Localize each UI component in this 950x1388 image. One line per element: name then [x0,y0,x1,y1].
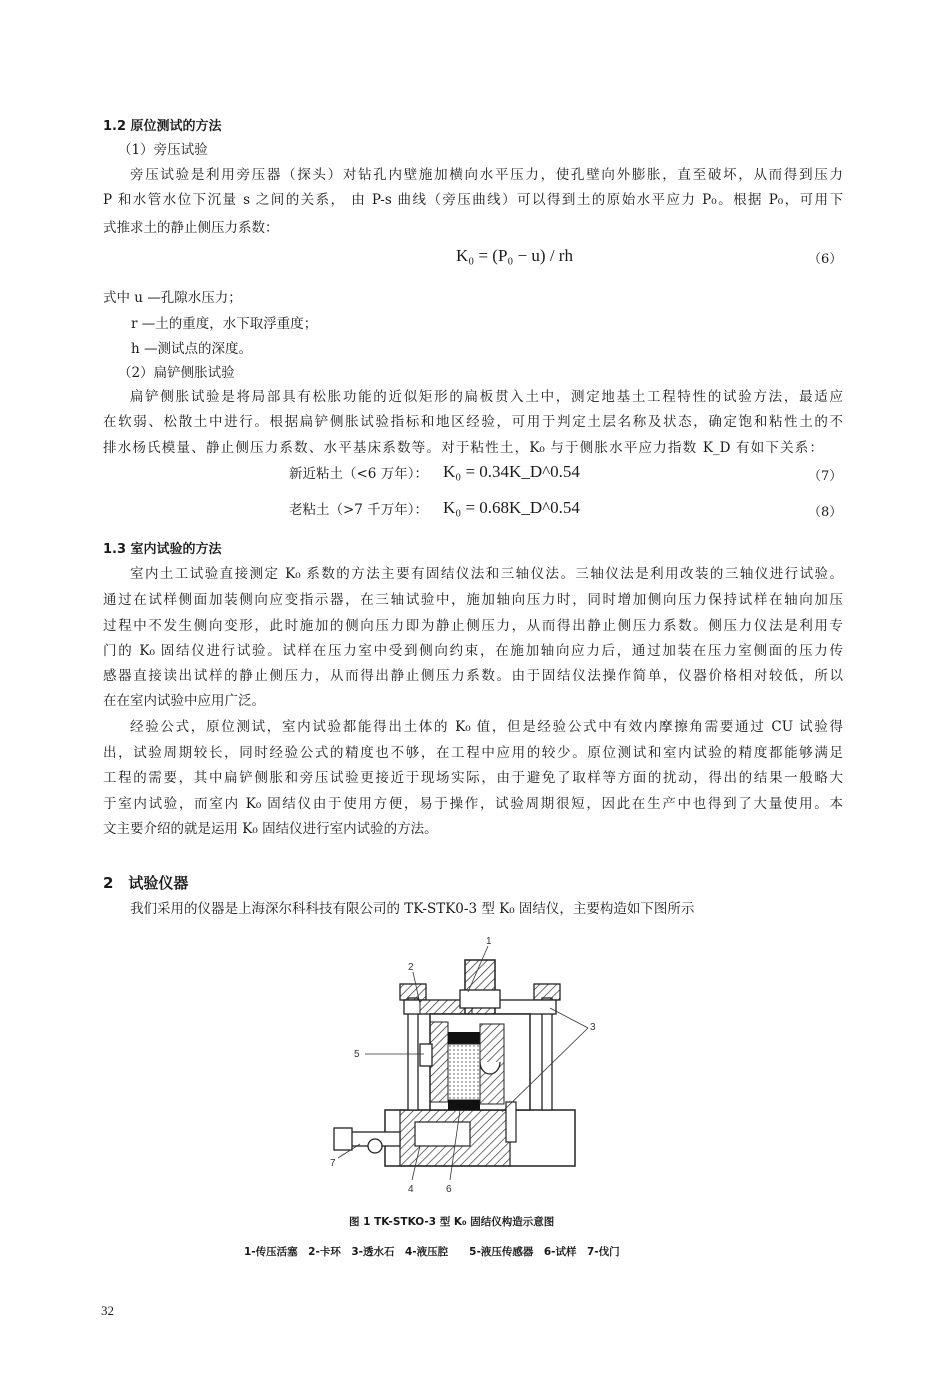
equation-6: K₀ = (P₀ − u) / rh [456,246,573,265]
equation-8-label: 老粘土（>7 千万年）： [289,502,428,518]
equation-number-7: （7） [808,469,843,484]
paragraph-line: 出，试验周期较长，同时经验公式的精度也不够，在工程中应用的较少。原位测试和室内试验的精度都能够满足 [103,745,843,761]
equation-8: K₀ = 0.68K_D^0.54 [443,498,580,517]
paragraph-line: 室内土工试验直接测定 K₀ 系数的方法主要有固结仪法和三轴仪法。三轴仪法是利用改装的三轴仪进行试验。 [130,566,843,582]
figure-label-5: 5 [354,1049,360,1060]
paragraph-line: 通过在试样侧面加装侧向应变指示器，在三轴试验中，施加轴向压力时，同时增加侧向压力保持试样在轴向加压 [103,592,843,608]
subheading-dilatometer: （2）扁铲侧胀试验 [118,365,235,381]
section-heading-2: 2 试验仪器 [103,874,189,892]
paragraph-line: P 和水管水位下沉量 s 之间的关系， 由 P-s 曲线（旁压曲线）可以得到土的原始水平应力 P₀。根据 P₀，可用下 [103,192,843,208]
paragraph-line: 经验公式，原位测试，室内试验都能得出土体的 K₀ 值，但是经验公式中有效内摩擦角需要通过 CU 试验得 [130,719,843,735]
equation-7-label: 新近粘土（<6 万年）： [289,466,428,482]
page-number: 32 [101,1303,114,1318]
figure-label-7: 7 [330,1158,336,1169]
figure-label-3: 3 [590,1022,596,1033]
paragraph-line: 排水杨氏模量、静止侧压力系数、水平基床系数等。对于粘性土，K₀ 与于侧胀水平应力指数 K_D 有如下关系： [103,440,823,456]
equation-7: K₀ = 0.34K_D^0.54 [443,462,580,481]
figure-label-4: 4 [408,1184,414,1195]
paragraph-line: 工程的需要，其中扁铲侧胀和旁压试验更接近于现场实际，由于避免了取样等方面的扰动，得出的结果一般略大 [103,770,843,786]
section-heading-1-3: 1.3 室内试验的方法 [103,542,222,557]
where-line: r —土的重度，水下取浮重度； [131,316,318,332]
section-heading-1-2: 1.2 原位测试的方法 [103,119,222,134]
paragraph-line: 在软弱、松散土中进行。根据扁铲侧胀试验指标和地区经验，可用于判定土层名称及状态，确定饱和粘性土的不 [103,414,843,430]
paragraph-line: 门的 K₀ 固结仪进行试验。试样在压力室中受到侧向约束，在施加轴向应力后，通过加装在压力室侧面的压力传 [103,643,843,659]
where-line: 式中 u —孔隙水压力； [103,290,242,306]
paragraph-line: 扁铲侧胀试验是将局部具有松胀功能的近似矩形的扁板贯入土中，测定地基土工程特性的试验方法，最适应 [130,389,843,405]
figure-label-6: 6 [446,1184,452,1195]
paragraph-line: 式推求土的静止侧压力系数： [103,220,279,236]
consolidometer-diagram [320,932,640,1202]
figure-label-1: 1 [486,936,492,947]
subheading-pressuremeter: （1）旁压试验 [118,142,208,158]
figure-label-2: 2 [408,962,414,973]
figure-caption: 图 1 TK-STKO-3 型 K₀ 固结仪构造示意图 [349,1216,555,1228]
paragraph-line: 在在室内试验中应用广泛。 [103,693,265,709]
paragraph-line: 于室内试验，而室内 K₀ 固结仪由于使用方便，易于操作，试验周期很短，因此在生产中也得到了大量使用。本 [103,796,843,812]
paragraph-line: 我们采用的仪器是上海深尔科科技有限公司的 TK-STK0-3 型 K₀ 固结仪，主要构造如下图所示 [130,901,695,917]
paragraph-line: 旁压试验是利用旁压器（探头）对钻孔内壁施加横向水平压力，使孔壁向外膨胀，直至破坏，从而得到压力 [130,167,843,183]
paragraph-line: 感器直接读出试样的静止侧压力，从而得出静止侧压力系数。由于固结仪法操作简单，仪器价格相对较低，所以 [103,668,843,684]
equation-number-8: （8） [808,505,843,520]
paragraph-line: 文主要介绍的就是运用 K₀ 固结仪进行室内试验的方法。 [103,821,438,837]
where-line: h —测试点的深度。 [131,341,252,357]
paragraph-line: 过程中不发生侧向变形，此时施加的侧向压力即为静止侧压力，从而得出静止侧压力系数。侧压力仪法是利用专 [103,618,843,634]
figure-legend: 1-传压活塞 2-卡环 3-透水石 4-液压腔 5-液压传感器 6-试样 7-伐门 [244,1246,620,1258]
equation-number-6: （6） [808,252,843,267]
